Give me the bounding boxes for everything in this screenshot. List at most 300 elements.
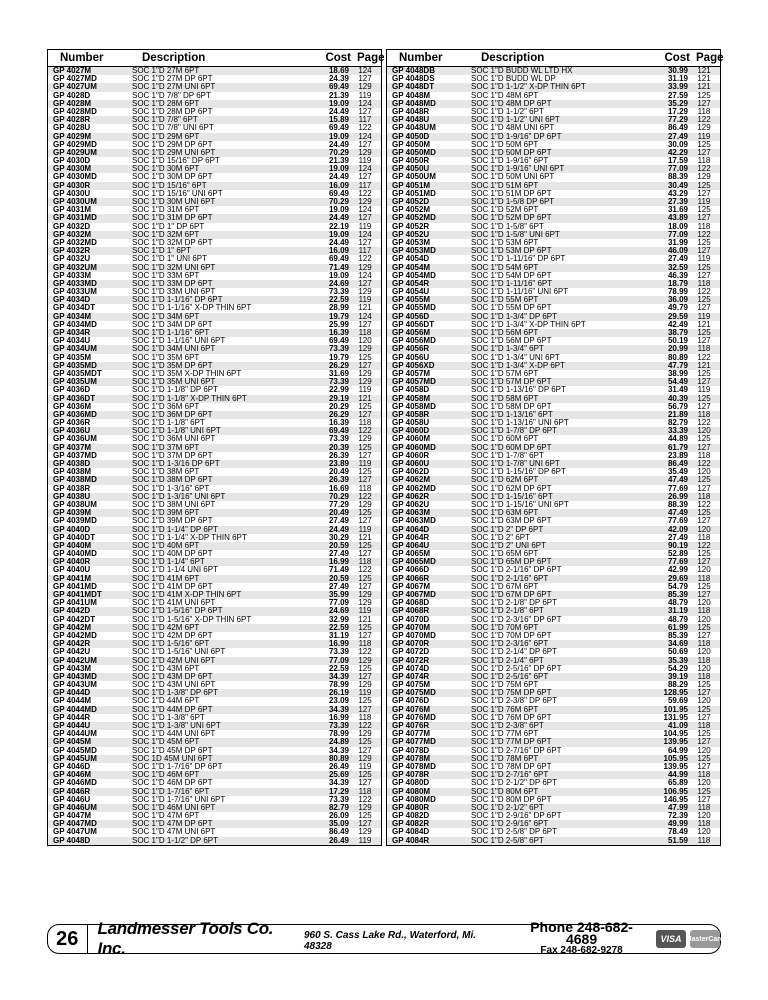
part-cost: 71.49	[328, 566, 349, 575]
part-description: SOC 1"D 48M 6PT	[471, 91, 539, 100]
part-cost: 33.39	[667, 427, 688, 436]
part-cost: 22.59	[328, 296, 349, 305]
catalog-page-ref: 119	[358, 689, 372, 698]
table-row	[48, 616, 381, 624]
catalog-page-ref: 125	[358, 697, 372, 706]
part-number: GP 4035MDT	[53, 369, 102, 378]
part-number: GP 4072D	[392, 648, 430, 657]
part-number: GP 4068R	[392, 607, 430, 616]
part-number: GP 4056DT	[392, 320, 435, 329]
part-number: GP 4038M	[53, 468, 92, 477]
part-number: GP 4042M	[53, 623, 92, 632]
part-cost: 59.69	[667, 697, 688, 706]
part-cost: 77.69	[667, 484, 688, 493]
catalog-page-ref: 127	[697, 558, 711, 567]
catalog-page-ref: 120	[697, 828, 711, 837]
catalog-page-ref: 125	[697, 296, 711, 305]
table-row	[48, 452, 381, 460]
part-number: GP 4033MD	[53, 279, 97, 288]
part-description: SOC 1"D 15/16" 6PT	[132, 181, 207, 190]
part-number: GP 4060R	[392, 451, 430, 460]
part-description: SOC 1"D 2-1/4" 6PT	[471, 656, 544, 665]
part-cost: 26.29	[328, 410, 349, 419]
table-row	[48, 837, 381, 845]
part-description: SOC 1"D 77M 6PT	[471, 730, 539, 739]
part-description: SOC 1"D 1-3/8" UNI 6PT	[132, 722, 221, 730]
catalog-page-ref: 127	[697, 738, 711, 747]
part-cost: 72.39	[667, 812, 688, 821]
part-cost: 22.59	[328, 664, 349, 673]
part-cost: 19.09	[328, 165, 349, 174]
table-row	[48, 321, 381, 329]
table-row	[387, 509, 720, 517]
catalog-page-ref: 127	[697, 484, 711, 493]
part-number: GP 4072R	[392, 656, 430, 665]
part-cost: 24.49	[328, 173, 349, 182]
part-description: SOC 1"D 2-1/16" DP 6PT	[471, 566, 562, 575]
part-cost: 77.09	[667, 165, 688, 174]
table-row	[48, 313, 381, 321]
catalog-page-ref: 121	[697, 75, 711, 84]
part-description: SOC 1"D 1-3/16" UNI 6PT	[132, 492, 226, 501]
table-row	[387, 264, 720, 272]
part-number: GP 4031MD	[53, 214, 97, 223]
header-cost: Cost	[325, 52, 351, 64]
part-cost: 32.99	[328, 615, 349, 624]
fax-number: Fax 248-682-9278	[540, 945, 623, 956]
part-description: SOC 1"D 38M UNI 6PT	[132, 500, 216, 509]
table-row	[387, 124, 720, 132]
table-row	[48, 665, 381, 673]
catalog-page-ref: 129	[358, 681, 372, 690]
part-number: GP 4035UM	[53, 378, 97, 387]
table-row	[48, 771, 381, 779]
part-number: GP 4075MD	[392, 689, 436, 698]
catalog-page-ref: 120	[697, 599, 711, 608]
part-cost: 38.99	[667, 369, 688, 378]
part-number: GP 4068D	[392, 599, 430, 608]
part-description: SOC 1"D 33M 6PT	[132, 271, 200, 280]
part-number: GP 4054U	[392, 288, 430, 297]
part-number: GP 4064R	[392, 533, 430, 542]
part-description: SOC 1"D 43M 6PT	[132, 664, 200, 673]
part-cost: 27.59	[667, 91, 688, 100]
table-row	[387, 157, 720, 165]
part-cost: 70.29	[328, 198, 349, 206]
part-cost: 17.29	[328, 787, 349, 796]
table-row	[48, 820, 381, 828]
part-number: GP 4084D	[392, 828, 430, 837]
part-number: GP 4044MD	[53, 705, 97, 714]
table-row	[48, 828, 381, 836]
part-number: GP 4041UM	[53, 599, 97, 608]
part-number: GP 4048DS	[392, 75, 435, 84]
part-number: GP 4056XD	[392, 361, 435, 370]
part-number: GP 4028MD	[53, 107, 97, 116]
part-cost: 69.49	[328, 189, 349, 198]
part-number: GP 4034MD	[53, 320, 97, 329]
catalog-page-ref: 121	[697, 83, 711, 92]
part-description: SOC 1"D 75M 6PT	[471, 681, 539, 690]
part-number: GP 4044U	[53, 722, 91, 730]
part-number: GP 4036M	[53, 402, 92, 411]
part-description: SOC 1"D 57M 6PT	[471, 369, 539, 378]
catalog-page-ref: 127	[358, 75, 372, 84]
part-cost: 19.79	[328, 312, 349, 321]
part-number: GP 4042U	[53, 648, 91, 657]
table-row	[387, 239, 720, 247]
part-description: SOC 1"D 27M DP 6PT	[132, 75, 213, 84]
part-number: GP 4038MD	[53, 476, 97, 485]
part-number: GP 4066R	[392, 574, 430, 583]
catalog-page-ref: 127	[358, 214, 372, 223]
part-cost: 25.69	[328, 771, 349, 780]
part-description: SOC 1"D 1-7/8" UNI 6PT	[471, 460, 560, 468]
part-cost: 27.49	[667, 132, 688, 141]
part-cost: 27.49	[328, 517, 349, 526]
table-row	[387, 460, 720, 468]
table-row	[387, 468, 720, 476]
table-row	[48, 657, 381, 665]
catalog-page-ref: 122	[697, 288, 711, 297]
catalog-page-ref: 118	[697, 672, 711, 681]
part-description: SOC 1"D 42M DP 6PT	[132, 631, 213, 640]
catalog-page-ref: 125	[358, 664, 372, 673]
header-page: Page	[696, 52, 724, 64]
part-cost: 24.69	[328, 279, 349, 288]
part-cost: 139.95	[663, 738, 688, 747]
part-description: SOC 1"D 45M 6PT	[132, 738, 200, 747]
table-row	[48, 329, 381, 337]
part-number: GP 4052M	[392, 206, 431, 215]
catalog-page-ref: 127	[697, 713, 711, 722]
part-number: GP 4042MD	[53, 631, 97, 640]
table-body-left	[48, 67, 381, 845]
part-description: SOC 1"D 47M UNI 6PT	[132, 828, 216, 837]
part-cost: 146.95	[663, 795, 688, 804]
catalog-page-ref: 127	[697, 591, 711, 599]
catalog-page-ref: 118	[697, 656, 711, 665]
catalog-page-ref: 120	[697, 525, 711, 534]
part-description: SOC 1"D 51M 6PT	[471, 181, 539, 190]
catalog-page-ref: 125	[697, 181, 711, 190]
part-description: SOC 1"D 34M 6PT	[132, 312, 200, 321]
part-cost: 46.39	[667, 271, 688, 280]
table-row	[48, 395, 381, 403]
catalog-page-ref: 120	[697, 664, 711, 673]
part-cost: 77.09	[328, 599, 349, 608]
catalog-page-ref: 127	[358, 238, 372, 247]
table-row	[48, 378, 381, 386]
catalog-page-ref: 129	[358, 369, 372, 378]
catalog-page-ref: 120	[697, 812, 711, 821]
table-row	[48, 165, 381, 173]
part-description: SOC 1"D 2-9/16" DP 6PT	[471, 812, 562, 821]
part-description: SOC 1"D 35M DP 6PT	[132, 361, 213, 370]
catalog-page-ref: 118	[697, 820, 711, 829]
catalog-page-ref: 122	[358, 255, 372, 264]
part-number: GP 4030M	[53, 165, 92, 174]
table-row	[48, 264, 381, 272]
catalog-page-ref: 125	[697, 787, 711, 796]
part-cost: 69.49	[328, 337, 349, 346]
part-description: SOC 1"D 62M DP 6PT	[471, 484, 552, 493]
table-row	[48, 444, 381, 452]
part-description: SOC 1"D 2-3/16" DP 6PT	[471, 615, 562, 624]
part-description: SOC 1"D 1-9/16" DP 6PT	[471, 132, 562, 141]
part-number: GP 4042R	[53, 640, 91, 649]
catalog-page-ref: 121	[358, 615, 372, 624]
catalog-page-ref: 119	[358, 525, 372, 534]
part-description: SOC 1"D 30M DP 6PT	[132, 173, 213, 182]
part-description: SOC 1"D 31M 6PT	[132, 206, 200, 215]
part-description: SOC 1"D 2-1/2" 6PT	[471, 803, 544, 812]
part-description: SOC 1"D 36M DP 6PT	[132, 410, 213, 419]
part-cost: 51.59	[667, 836, 688, 845]
table-row	[387, 395, 720, 403]
part-cost: 35.29	[667, 99, 688, 108]
table-row	[387, 247, 720, 255]
part-cost: 86.49	[667, 124, 688, 133]
part-cost: 23.89	[328, 460, 349, 468]
part-cost: 139.95	[663, 762, 688, 771]
table-row	[48, 198, 381, 206]
table-row	[387, 190, 720, 198]
part-cost: 42.49	[667, 320, 688, 329]
part-number: GP 4070MD	[392, 631, 436, 640]
part-cost: 48.79	[667, 599, 688, 608]
catalog-page-ref: 118	[697, 722, 711, 730]
part-number: GP 4034U	[53, 337, 91, 346]
part-description: SOC 1"D 1-1/8" 6PT	[132, 419, 205, 428]
table-row	[48, 116, 381, 124]
catalog-page-ref: 120	[697, 468, 711, 477]
table-row	[48, 92, 381, 100]
part-description: SOC 1"D 1-3/4" UNI 6PT	[471, 353, 560, 362]
part-number: GP 4084R	[392, 836, 430, 845]
part-number: GP 4053M	[392, 238, 431, 247]
part-description: SOC 1"D 36M UNI 6PT	[132, 435, 216, 444]
part-number: GP 4046U	[53, 795, 91, 804]
part-number: GP 4032UM	[53, 263, 97, 272]
part-description: SOC 1"D 55M 6PT	[471, 296, 539, 305]
table-row	[48, 157, 381, 165]
part-description: SOC 1"D 2-3/16" 6PT	[471, 640, 549, 649]
part-description: SOC 1"D 40M DP 6PT	[132, 550, 213, 559]
part-description: SOC 1"D 2-7/16" DP 6PT	[471, 746, 562, 755]
part-number: GP 4076M	[392, 705, 431, 714]
catalog-page-ref: 124	[358, 99, 372, 108]
part-cost: 104.95	[663, 730, 688, 739]
catalog-page-ref: 119	[358, 460, 372, 468]
part-cost: 88.39	[667, 500, 688, 509]
table-row	[387, 517, 720, 525]
table-row	[387, 403, 720, 411]
part-number: GP 4040DT	[53, 533, 96, 542]
catalog-page-ref: 120	[697, 746, 711, 755]
part-cost: 24.49	[328, 238, 349, 247]
table-row	[48, 755, 381, 763]
part-description: SOC 1"D 30M 6PT	[132, 165, 200, 174]
catalog-page-ref: 118	[697, 803, 711, 812]
part-number: GP 4052MD	[392, 214, 436, 223]
part-cost: 15.89	[328, 116, 349, 125]
catalog-page-ref: 118	[697, 640, 711, 649]
part-number: GP 4048M	[392, 91, 431, 100]
table-row	[48, 206, 381, 214]
table-row	[48, 83, 381, 91]
part-number: GP 4038D	[53, 460, 91, 468]
table-row	[387, 116, 720, 124]
part-description: SOC 1"D 28M 6PT	[132, 99, 200, 108]
table-row	[48, 304, 381, 312]
part-number: GP 4036DT	[53, 394, 96, 403]
table-row	[48, 231, 381, 239]
part-description: SOC 1"D 2-7/16" 6PT	[471, 771, 549, 780]
part-description: SOC 1"D 1-11/16" UNI 6PT	[471, 288, 569, 297]
part-description: SOC 1"D 56M DP 6PT	[471, 337, 552, 346]
table-row	[48, 296, 381, 304]
part-cost: 27.49	[328, 582, 349, 591]
part-number: GP 4066D	[392, 566, 430, 575]
part-number: GP 4074R	[392, 672, 430, 681]
catalog-page-ref: 124	[358, 132, 372, 141]
part-cost: 47.99	[667, 803, 688, 812]
part-description: SOC 1"D 7/8" DP 6PT	[132, 91, 211, 100]
part-cost: 23.89	[667, 451, 688, 460]
part-description: SOC 1"D 1-5/8" UNI 6PT	[471, 230, 560, 239]
catalog-page-ref: 127	[697, 148, 711, 157]
part-cost: 42.99	[667, 566, 688, 575]
catalog-page-ref: 120	[697, 427, 711, 436]
catalog-page-ref: 127	[358, 779, 372, 788]
part-number: GP 4082R	[392, 820, 430, 829]
part-description: SOC 1"D 1-1/4" DP 6PT	[132, 525, 219, 534]
part-number: GP 4038U	[53, 492, 91, 501]
part-number: GP 4031M	[53, 206, 92, 215]
part-description: SOC 1"D 2-1/8" DP 6PT	[471, 599, 558, 608]
part-cost: 106.95	[663, 787, 688, 796]
catalog-page-ref: 127	[697, 214, 711, 223]
catalog-page-ref: 127	[358, 320, 372, 329]
catalog-page-ref: 127	[358, 107, 372, 116]
table-row	[387, 804, 720, 812]
part-number: GP 4058M	[392, 394, 431, 403]
part-description: SOC 1"D 52M DP 6PT	[471, 214, 552, 223]
table-row	[387, 657, 720, 665]
table-row	[48, 509, 381, 517]
part-description: SOC 1"D 27M UNI 6PT	[132, 83, 216, 92]
company-name: Landmesser Tools Co. Inc.	[97, 919, 274, 958]
catalog-page-ref: 122	[358, 492, 372, 501]
part-description: SOC 1"D 38M DP 6PT	[132, 476, 213, 485]
catalog-page-ref: 120	[697, 566, 711, 575]
catalog-page-ref: 125	[358, 443, 372, 452]
part-description: SOC 1"D 42M 6PT	[132, 623, 200, 632]
part-number: GP 4036D	[53, 386, 91, 395]
part-description: SOC 1"D 1-7/16" DP 6PT	[132, 762, 223, 771]
table-row	[387, 370, 720, 378]
catalog-page-ref: 121	[697, 320, 711, 329]
price-table-right	[386, 49, 724, 846]
part-cost: 26.99	[667, 492, 688, 501]
table-row	[387, 837, 720, 845]
part-description: SOC 1"D 44M DP 6PT	[132, 705, 213, 714]
table-row	[48, 133, 381, 141]
catalog-page-ref: 129	[358, 345, 372, 354]
part-description: SOC 1"D 1" UNI 6PT	[132, 255, 208, 264]
table-row	[48, 747, 381, 755]
part-description: SOC 1"D 77M DP 6PT	[471, 738, 552, 747]
part-description: SOC 1"D 78M 6PT	[471, 754, 539, 763]
table-row	[387, 313, 720, 321]
catalog-page-ref: 129	[358, 263, 372, 272]
part-cost: 20.59	[328, 574, 349, 583]
part-number: GP 4032MD	[53, 238, 97, 247]
part-description: SOC 1"D 1-7/16" 6PT	[132, 787, 210, 796]
part-number: GP 4076R	[392, 722, 430, 730]
part-description: SOC 1"D 62M 6PT	[471, 476, 539, 485]
part-description: SOC 1"D 1-11/16" 6PT	[471, 279, 553, 288]
catalog-page-ref: 127	[358, 173, 372, 182]
part-number: GP 4056R	[392, 345, 430, 354]
part-description: SOC 1"D 41M UNI 6PT	[132, 599, 216, 608]
catalog-page-ref: 129	[358, 730, 372, 739]
part-description: SOC 1"D 45M DP 6PT	[132, 746, 213, 755]
catalog-page-ref: 119	[358, 296, 372, 305]
catalog-page-ref: 122	[358, 189, 372, 198]
catalog-page-ref: 118	[358, 787, 372, 796]
table-row	[387, 435, 720, 443]
part-cost: 78.99	[667, 288, 688, 297]
catalog-page-ref: 118	[358, 419, 372, 428]
part-number: GP 4080M	[392, 787, 431, 796]
catalog-page-ref: 127	[358, 672, 372, 681]
catalog-page-ref: 127	[697, 443, 711, 452]
part-description: SOC 1"D 29M UNI 6PT	[132, 148, 216, 157]
part-number: GP 4062U	[392, 500, 430, 509]
part-number: GP 4027UM	[53, 83, 97, 92]
part-cost: 30.49	[667, 181, 688, 190]
catalog-page-ref: 120	[697, 648, 711, 657]
table-row	[48, 706, 381, 714]
table-row	[48, 460, 381, 468]
part-cost: 73.39	[328, 288, 349, 297]
part-number: GP 4028R	[53, 116, 91, 125]
catalog-page-ref: 119	[358, 157, 372, 166]
catalog-page-ref: 125	[697, 705, 711, 714]
table-row	[387, 591, 720, 599]
part-cost: 26.19	[328, 689, 349, 698]
part-number: GP 4057M	[392, 369, 431, 378]
part-number: GP 4054D	[392, 255, 430, 264]
catalog-page-ref: 125	[358, 812, 372, 821]
catalog-page-ref: 125	[358, 402, 372, 411]
part-cost: 78.99	[328, 730, 349, 739]
catalog-page-ref: 122	[697, 541, 711, 550]
part-number: GP 4027M	[53, 67, 92, 75]
part-number: GP 4077MD	[392, 738, 436, 747]
part-description: SOC 1"D 1-3/8" 6PT	[132, 713, 205, 722]
catalog-page-ref: 127	[697, 247, 711, 256]
part-description: SOC 1"D 1-5/16" 6PT	[132, 640, 210, 649]
part-cost: 54.29	[667, 664, 688, 673]
part-description: SOC 1D 45M UNI 6PT	[132, 754, 213, 763]
part-number: GP 4036MD	[53, 410, 97, 419]
catalog-page-ref: 122	[697, 500, 711, 509]
part-description: SOC 1"D 29M DP 6PT	[132, 140, 213, 149]
part-description: SOC 1"D 1-1/4" 6PT	[132, 558, 205, 567]
